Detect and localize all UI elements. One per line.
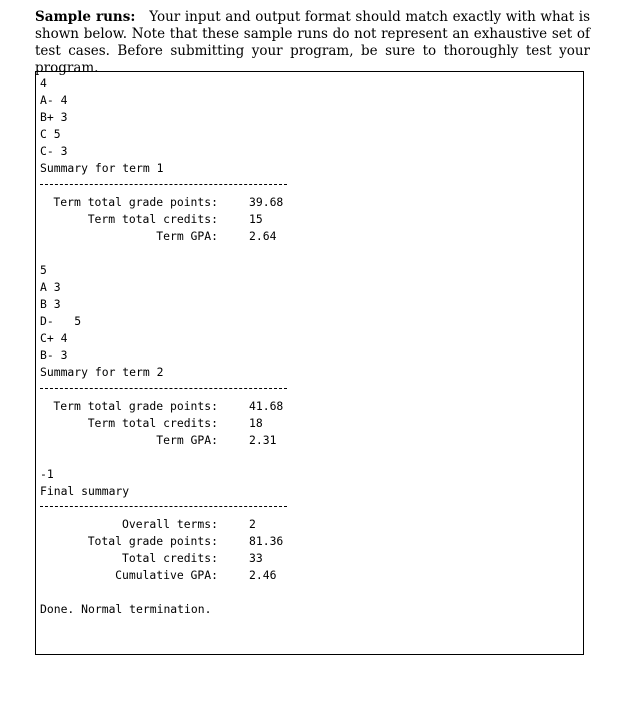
term2-row-label: Term total credits: <box>87 416 218 430</box>
term1-input-line: C- 3 <box>40 144 68 158</box>
term1-input-line: B+ 3 <box>40 110 68 124</box>
term1-separator <box>40 184 287 185</box>
sample-run-box <box>35 71 584 655</box>
term1-summary-title: Summary for term 1 <box>40 161 164 175</box>
term2-row-value: 41.68 <box>249 399 284 413</box>
term1-count: 4 <box>40 76 47 90</box>
final-row-label: Total credits: <box>121 551 218 565</box>
term1-row-label: Term total credits: <box>87 212 218 226</box>
sentinel-input: -1 <box>40 467 54 481</box>
final-separator <box>40 506 287 507</box>
term2-row-label: Term GPA: <box>156 433 218 447</box>
term1-row-value: 39.68 <box>249 195 284 209</box>
intro-heading: Sample runs: <box>35 9 136 25</box>
term2-input-line: B- 3 <box>40 348 68 362</box>
intro-text: Your input and output format should match exactly with what is shown below. Note that these sample runs do not represent an exhaustive set of test cases. Before submitting your program, be sure to thoroughly test your program. <box>35 9 590 76</box>
final-row-value: 2.46 <box>249 568 277 582</box>
term1-row-value: 15 <box>249 212 263 226</box>
done-message: Done. Normal termination. <box>40 602 212 616</box>
term2-row-label: Term total grade points: <box>53 399 218 413</box>
term2-input-line: C+ 4 <box>40 331 68 345</box>
final-summary-title: Final summary <box>40 484 130 498</box>
term1-row-label: Term GPA: <box>156 229 218 243</box>
term2-count: 5 <box>40 263 47 277</box>
term1-row-value: 2.64 <box>249 229 277 243</box>
term2-row-value: 2.31 <box>249 433 277 447</box>
intro-paragraph <box>35 9 590 77</box>
term2-input-line: B 3 <box>40 297 61 311</box>
term1-row-label: Term total grade points: <box>53 195 218 209</box>
term2-input-line: A 3 <box>40 280 61 294</box>
final-row-value: 81.36 <box>249 534 284 548</box>
term2-summary-title: Summary for term 2 <box>40 365 164 379</box>
term2-row-value: 18 <box>249 416 263 430</box>
term1-input-line: A- 4 <box>40 93 68 107</box>
final-row-label: Total grade points: <box>87 534 218 548</box>
term2-separator <box>40 388 287 389</box>
final-row-label: Cumulative GPA: <box>115 568 218 582</box>
final-row-value: 33 <box>249 551 263 565</box>
term2-input-line: D- 5 <box>40 314 82 328</box>
final-row-value: 2 <box>249 517 256 531</box>
final-row-label: Overall terms: <box>121 517 218 531</box>
term1-input-line: C 5 <box>40 127 61 141</box>
